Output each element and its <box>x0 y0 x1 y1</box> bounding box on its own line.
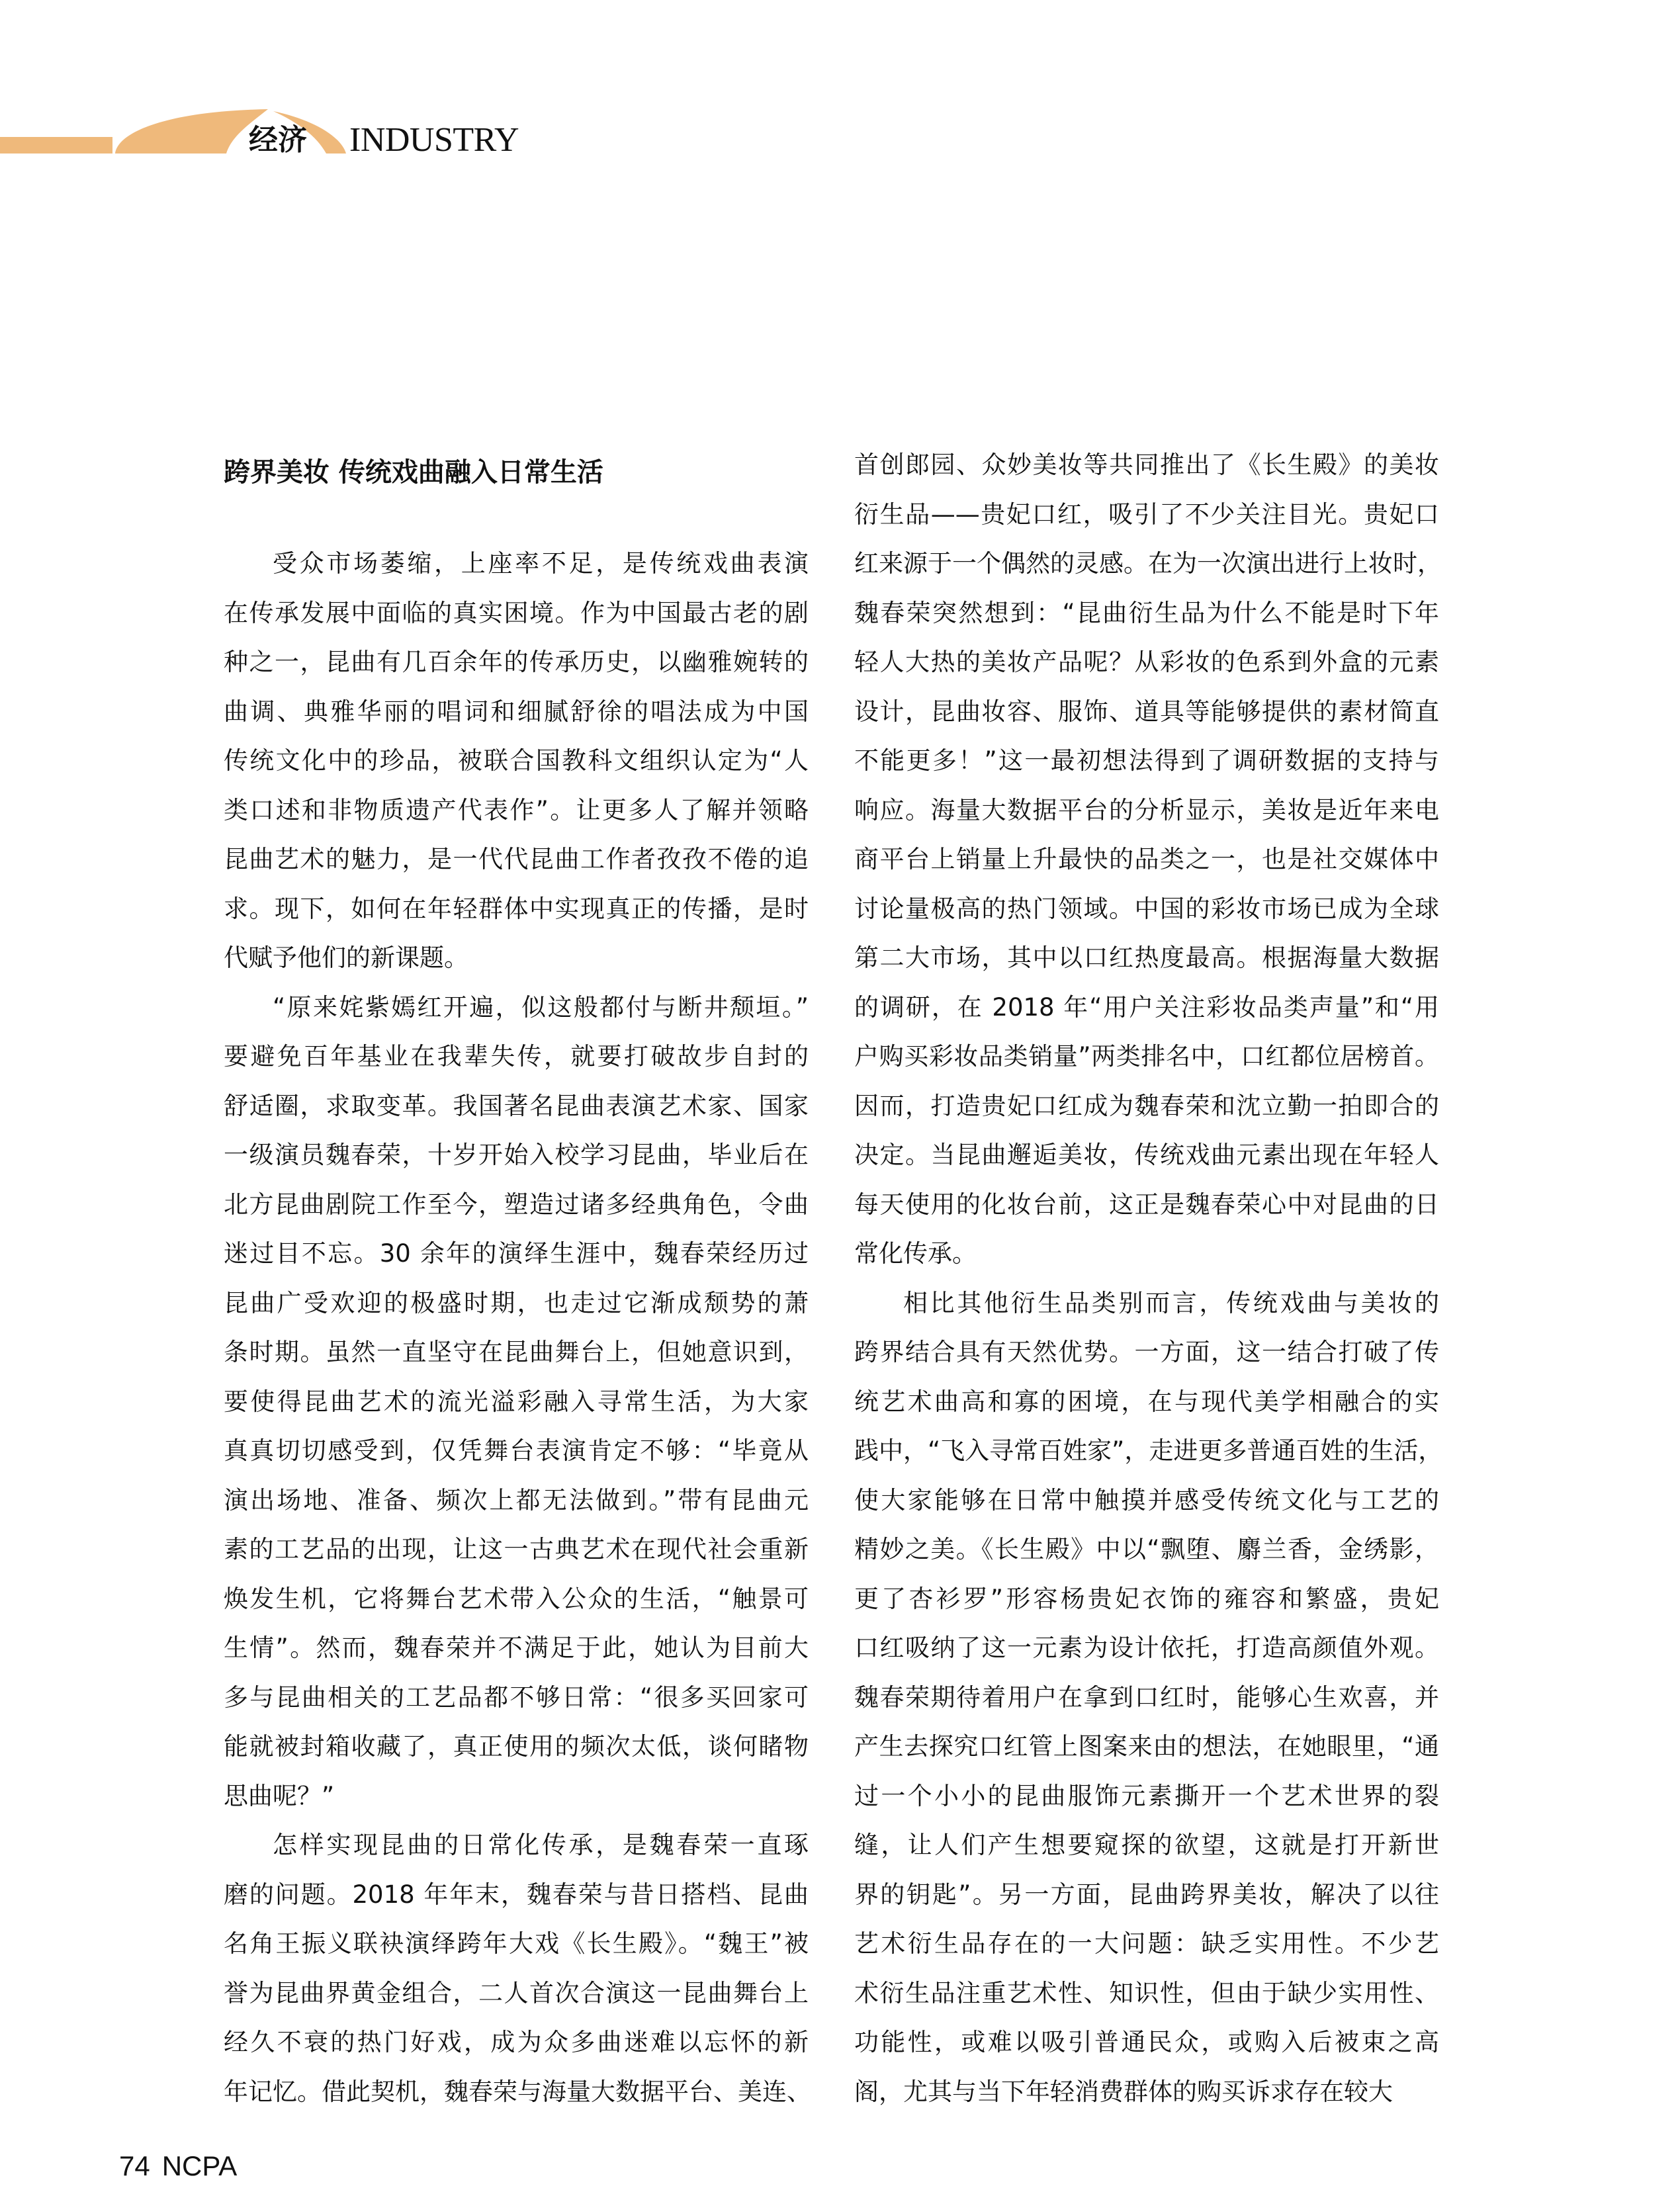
text-line: 要避免百年基业在我辈失传，就要打破故步自封的 <box>224 1042 809 1071</box>
text-line: 昆曲艺术的魅力，是一代代昆曲工作者孜孜不倦的追 <box>224 845 809 873</box>
text-line: 精妙之美。《长生殿》中以“飘堕、麝兰香，金绣影， <box>854 1535 1439 1563</box>
text-line: 商平台上销量上升最快的品类之一，也是社交媒体中 <box>854 845 1439 873</box>
page-footer <box>119 2149 237 2183</box>
section-label-cn: 经济 <box>249 123 307 157</box>
left-column <box>224 539 809 2117</box>
text-line: 舒适圈，求取变革。我国著名昆曲表演艺术家、国家 <box>224 1091 809 1120</box>
text-line: 践中，“飞入寻常百姓家”，走进更多普通百姓的生活， <box>854 1436 1443 1465</box>
text-line: 第二大市场，其中以口红热度最高。根据海量大数据 <box>854 943 1439 972</box>
text-line: 的调研，在 2018 年“用户关注彩妆品类声量”和“用 <box>854 992 1439 1022</box>
text-line: 类口述和非物质遗产代表作”。让更多人了解并领略 <box>224 795 809 824</box>
paragraph <box>224 1821 809 2117</box>
page-number: 74 <box>119 2150 150 2181</box>
text-line: 阁，尤其与当下年轻消费群体的购买诉求存在较大 <box>854 2077 1393 2106</box>
text-line: 因而，打造贵妃口红成为魏春荣和沈立勤一拍即合的 <box>854 1091 1439 1120</box>
text-line: 户购买彩妆品类销量”两类排名中，口红都位居榜首。 <box>854 1042 1439 1071</box>
text-line: 一级演员魏春荣，十岁开始入校学习昆曲，毕业后在 <box>224 1141 809 1169</box>
text-line: 口红吸纳了这一元素为设计依托，打造高颜值外观。 <box>854 1634 1439 1662</box>
text-line: 首创郎园、众妙美妆等共同推出了《长生殿》的美妆 <box>854 451 1439 479</box>
text-line: 决定。当昆曲邂逅美妆，传统戏曲元素出现在年轻人 <box>854 1141 1439 1169</box>
text-line: 年记忆。借此契机，魏春荣与海量大数据平台、美连、 <box>224 2077 811 2106</box>
text-line: 昆曲广受欢迎的极盛时期，也走过它渐成颓势的萧 <box>224 1288 809 1317</box>
text-line: 代赋予他们的新课题。 <box>224 943 468 972</box>
text-line: 产生去探究口红管上图案来由的想法，在她眼里，“通 <box>854 1732 1439 1761</box>
text-line: 相比其他衍生品类别而言，传统戏曲与美妆的 <box>903 1288 1439 1317</box>
text-line: 魏春荣突然想到：“昆曲衍生品为什么不能是时下年 <box>854 598 1439 627</box>
tab-dome <box>115 109 268 153</box>
paragraph <box>854 1279 1443 2117</box>
text-line: 磨的问题。2018 年年末，魏春荣与昔日搭档、昆曲 <box>224 1880 809 1909</box>
text-line: 跨界结合具有天然优势。一方面，这一结合打破了传 <box>854 1338 1439 1366</box>
publication-name: NCPA <box>161 2150 238 2181</box>
text-line: 誉为昆曲界黄金组合，二人首次合演这一昆曲舞台上 <box>224 1978 809 2007</box>
text-line: 迷过目不忘。30 余年的演绎生涯中，魏春荣经历过 <box>224 1239 809 1268</box>
text-line: 种之一，昆曲有几百余年的传承历史，以幽雅婉转的 <box>224 648 809 676</box>
text-line: 轻人大热的美妆产品呢？从彩妆的色系到外盒的元素 <box>854 648 1439 676</box>
text-line: 缝，让人们产生想要窥探的欲望，这就是打开新世 <box>854 1831 1439 1859</box>
text-line: 功能性，或难以吸引普通民众，或购入后被束之高 <box>854 2028 1439 2056</box>
text-line: 术衍生品注重艺术性、知识性，但由于缺少实用性、 <box>854 1978 1439 2007</box>
text-line: 传统文化中的珍品，被联合国教科文组织认定为“人 <box>224 746 809 775</box>
text-line: 名角王振义联袂演绎跨年大戏《长生殿》。“魏王”被 <box>224 1929 809 1958</box>
text-line: 真真切切感受到，仅凭舞台表演肯定不够：“毕竟从 <box>224 1436 809 1465</box>
text-line: 更了杏衫罗”形容杨贵妃衣饰的雍容和繁盛，贵妃 <box>854 1584 1439 1613</box>
paragraph <box>224 539 809 983</box>
text-line: 条时期。虽然一直坚守在昆曲舞台上，但她意识到， <box>224 1338 809 1366</box>
text-line: 素的工艺品的出现，让这一古典艺术在现代社会重新 <box>224 1535 809 1563</box>
text-line: 要使得昆曲艺术的流光溢彩融入寻常生活，为大家 <box>224 1387 809 1416</box>
text-line: 不能更多！”这一最初想法得到了调研数据的支持与 <box>854 746 1439 775</box>
text-line: 生情”。然而，魏春荣并不满足于此，她认为目前大 <box>224 1634 809 1662</box>
text-line: 受众市场萎缩，上座率不足，是传统戏曲表演 <box>273 549 809 578</box>
text-line: 讨论量极高的热门领域。中国的彩妆市场已成为全球 <box>854 894 1439 923</box>
text-line: 思曲呢？” <box>224 1781 335 1810</box>
text-line: 焕发生机，它将舞台艺术带入公众的生活，“触景可 <box>224 1584 809 1613</box>
text-line: 过一个小小的昆曲服饰元素撕开一个艺术世界的裂 <box>854 1781 1439 1810</box>
text-line: 魏春荣期待着用户在拿到口红时，能够心生欢喜，并 <box>854 1683 1439 1712</box>
paragraph <box>224 983 809 1821</box>
section-label-en: INDUSTRY <box>349 121 519 159</box>
text-line: 响应。海量大数据平台的分析显示，美妆是近年来电 <box>854 795 1439 824</box>
text-line: 能就被封箱收藏了，真正使用的频次太低，谈何睹物 <box>224 1732 809 1761</box>
text-line: 多与昆曲相关的工艺品都不够日常：“很多买回家可 <box>224 1683 809 1712</box>
text-line: 红来源于一个偶然的灵感。在为一次演出进行上妆时， <box>854 549 1442 578</box>
right-column <box>854 441 1443 2117</box>
text-line: 衍生品——贵妃口红，吸引了不少关注目光。贵妃口 <box>854 500 1439 529</box>
paragraph <box>854 441 1442 1279</box>
text-line: 艺术衍生品存在的一大问题：缺乏实用性。不少艺 <box>854 1929 1439 1958</box>
text-line: 曲调、典雅华丽的唱词和细腻舒徐的唱法成为中国 <box>224 697 809 726</box>
text-line: 演出场地、准备、频次上都无法做到。”带有昆曲元 <box>224 1485 809 1514</box>
text-line: 常化传承。 <box>854 1239 977 1268</box>
tab-bar-left <box>0 137 112 153</box>
text-line: 界的钥匙”。另一方面，昆曲跨界美妆，解决了以往 <box>854 1880 1439 1909</box>
text-line: “原来姹紫嫣红开遍，似这般都付与断井颓垣。” <box>273 992 809 1022</box>
article-headline: 跨界美妆 传统戏曲融入日常生活 <box>224 457 603 488</box>
text-line: 怎样实现昆曲的日常化传承，是魏春荣一直琢 <box>273 1831 809 1859</box>
text-line: 每天使用的化妆台前，这正是魏春荣心中对昆曲的日 <box>854 1190 1439 1219</box>
text-line: 在传承发展中面临的真实困境。作为中国最古老的剧 <box>224 598 809 627</box>
section-tab-decoration <box>0 99 371 165</box>
text-line: 求。现下，如何在年轻群体中实现真正的传播，是时 <box>224 894 809 923</box>
text-line: 设计，昆曲妆容、服饰、道具等能够提供的素材简直 <box>854 697 1439 726</box>
text-line: 统艺术曲高和寡的困境，在与现代美学相融合的实 <box>854 1387 1439 1416</box>
text-line: 北方昆曲剧院工作至今，塑造过诸多经典角色，令曲 <box>224 1190 809 1219</box>
text-line: 使大家能够在日常中触摸并感受传统文化与工艺的 <box>854 1485 1439 1514</box>
text-line: 经久不衰的热门好戏，成为众多曲迷难以忘怀的新 <box>224 2028 809 2056</box>
